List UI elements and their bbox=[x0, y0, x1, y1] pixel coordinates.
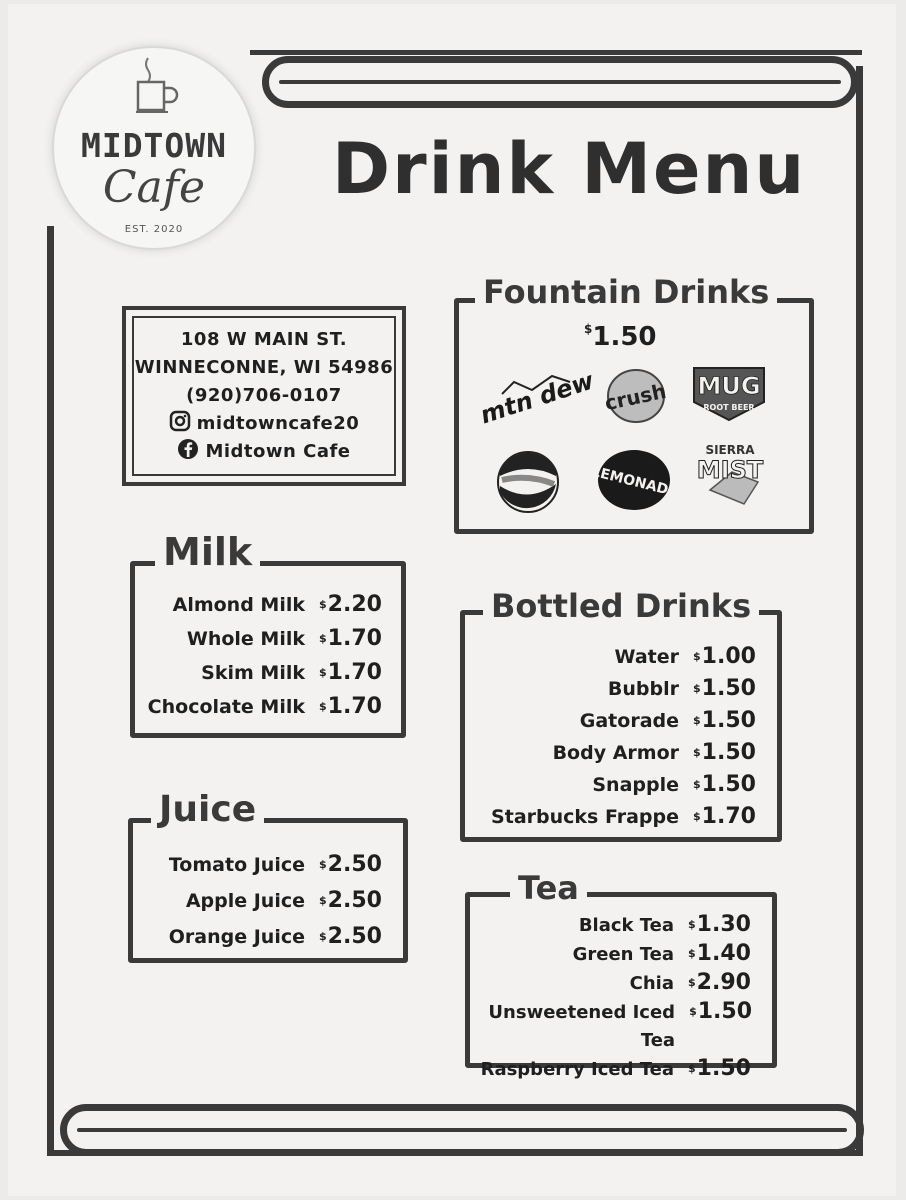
tea-heading: Tea bbox=[510, 869, 587, 907]
juice-heading: Juice bbox=[151, 789, 264, 830]
tea-box bbox=[465, 869, 777, 1081]
bottled-drinks-box bbox=[460, 587, 782, 842]
phone-number: (920)706-0107 bbox=[186, 385, 342, 406]
list-item: Black Tea $1.30 bbox=[578, 912, 751, 937]
bottled-drinks-heading: Bottled Drinks bbox=[483, 587, 759, 625]
juice-list bbox=[169, 847, 383, 955]
list-item: Green Tea $1.40 bbox=[572, 941, 751, 966]
right-frame-line bbox=[856, 66, 863, 1156]
list-item: Chia $2.90 bbox=[629, 970, 751, 995]
facebook-icon bbox=[177, 438, 199, 460]
fountain-price: $1.50 bbox=[584, 322, 657, 352]
list-item: Snapple $1.50 bbox=[592, 772, 756, 797]
logo-established: EST. 2020 bbox=[124, 224, 184, 235]
city-address: WINNECONNE, WI 54986 bbox=[134, 357, 394, 378]
logo-name: MIDTOWN bbox=[80, 126, 228, 165]
instagram-icon bbox=[169, 410, 191, 432]
list-item: Body Armor $1.50 bbox=[552, 740, 756, 765]
instagram-row bbox=[134, 410, 394, 438]
svg-text:LEMONADE: LEMONADE bbox=[589, 463, 680, 501]
list-item: Orange Juice $2.50 bbox=[168, 924, 382, 949]
list-item: Bubblr $1.50 bbox=[607, 676, 756, 701]
svg-text:MUG: MUG bbox=[697, 372, 761, 400]
svg-text:MIST: MIST bbox=[696, 456, 764, 484]
mountain-dew-logo bbox=[476, 358, 598, 430]
logo-script: Cafe bbox=[102, 162, 206, 213]
list-item: Almond Milk $2.20 bbox=[172, 592, 382, 617]
svg-text:SIERRA: SIERRA bbox=[705, 443, 755, 457]
top-decorative-bar bbox=[262, 56, 858, 108]
bottled-drinks-list bbox=[491, 641, 757, 833]
list-item: Skim Milk $1.70 bbox=[201, 660, 382, 685]
list-item: Starbucks Frappe $1.70 bbox=[491, 804, 756, 829]
bottom-decorative-bar bbox=[60, 1104, 864, 1156]
list-item: Whole Milk $1.70 bbox=[186, 626, 382, 651]
svg-text:ROOT BEER: ROOT BEER bbox=[703, 403, 755, 412]
milk-heading: Milk bbox=[155, 530, 260, 574]
tea-list bbox=[470, 911, 752, 1084]
instagram-handle: midtowncafe20 bbox=[196, 413, 360, 434]
list-item: Water $1.00 bbox=[614, 644, 756, 669]
sierra-mist-logo bbox=[690, 436, 776, 506]
street-address: 108 W MAIN ST. bbox=[180, 329, 348, 350]
milk-list bbox=[148, 588, 383, 724]
address-box bbox=[122, 306, 406, 486]
list-item: Tomato Juice $2.50 bbox=[168, 852, 382, 877]
coffee-mug-icon bbox=[132, 54, 178, 116]
milk-box bbox=[130, 530, 406, 738]
bottom-frame-line bbox=[47, 1150, 863, 1156]
midtown-cafe-logo bbox=[52, 46, 256, 250]
juice-box bbox=[128, 789, 408, 963]
list-item: Gatorade $1.50 bbox=[579, 708, 756, 733]
pepsi-logo bbox=[494, 446, 580, 516]
left-frame-line bbox=[47, 226, 54, 1156]
crush-logo bbox=[594, 360, 680, 430]
lemonade-logo bbox=[589, 444, 680, 514]
mug-root-beer-logo bbox=[686, 358, 772, 428]
svg-text:crush: crush bbox=[602, 378, 669, 416]
facebook-page: Midtown Cafe bbox=[205, 441, 351, 462]
list-item: Unsweetened Iced Tea $1.50 bbox=[488, 999, 752, 1051]
fountain-drinks-heading: Fountain Drinks bbox=[475, 273, 777, 311]
page-title: Drink Menu bbox=[332, 128, 807, 210]
top-frame-line bbox=[250, 50, 862, 55]
list-item: Apple Juice $2.50 bbox=[185, 888, 382, 913]
list-item: Chocolate Milk $1.70 bbox=[147, 694, 382, 719]
facebook-row bbox=[134, 438, 394, 466]
list-item: Raspberry Iced Tea $1.50 bbox=[480, 1056, 751, 1081]
svg-text:mtn dew: mtn dew bbox=[476, 366, 598, 430]
